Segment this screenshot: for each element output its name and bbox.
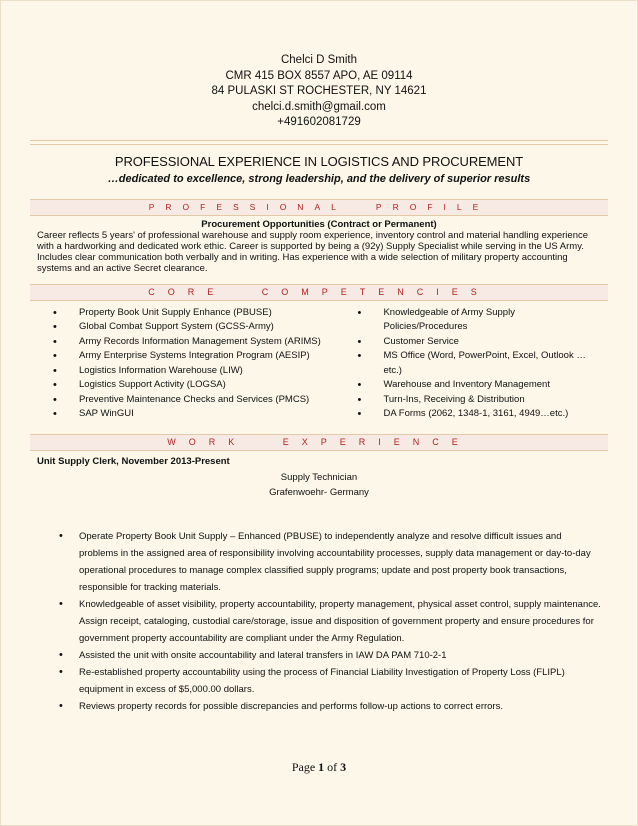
- list-item: • MS Office (Word, PowerPoint, Excel, Outlook …etc.): [341, 349, 601, 378]
- address-line-2: 84 PULASKI ST ROCHESTER, NY 14621: [211, 85, 427, 97]
- email-address[interactable]: chelci.d.smith@gmail.com: [252, 100, 386, 113]
- work-bullets: [37, 528, 601, 715]
- list-item: • DA Forms (2062, 1348-1, 3161, 4949…etc.): [341, 407, 601, 422]
- list-item: • Turn-Ins, Receiving & Distribution: [341, 393, 601, 408]
- competencies-columns: [37, 306, 601, 422]
- list-item: • Logistics Information Warehouse (LIW): [37, 364, 341, 379]
- job-role: Supply Technician: [280, 471, 358, 483]
- list-item: • Warehouse and Inventory Management: [341, 378, 601, 393]
- of-word: of: [327, 760, 338, 774]
- page-word: Page: [291, 760, 316, 774]
- contact-header: [1, 1, 637, 131]
- header-divider: [30, 140, 608, 145]
- list-item: • Knowledgeable of asset visibility, property accountability, property management, physical asset control, supply maintenance. Assign receipt, cataloging, custodial care/storage, issue and disposition of government property and ensure procedures for government property accountability are compliant under the Army Regulation.: [37, 596, 601, 647]
- competencies-left-list: [37, 306, 341, 422]
- profile-section-heading: PROFESSIONAL PROFILE: [30, 199, 608, 216]
- list-item: • Knowledgeable of Army Supply Policies/Procedures: [341, 306, 601, 335]
- job-title: Unit Supply Clerk, November 2013-Present: [37, 455, 230, 467]
- work-section-heading: WORK EXPERIENCE: [30, 434, 608, 451]
- competencies-right-list: [341, 306, 601, 422]
- job-location: Grafenwoehr- Germany: [269, 486, 369, 498]
- tagline: …dedicated to excellence, strong leadership, and the delivery of superior results: [107, 172, 531, 185]
- page-footer: [1, 760, 637, 775]
- list-item: • Preventive Maintenance Checks and Services (PMCS): [37, 393, 341, 408]
- list-item: • Assisted the unit with onsite accountability and lateral transfers in IAW DA PAM 710-2-1: [37, 647, 601, 664]
- total-pages: 3: [340, 760, 347, 774]
- phone-number: +491602081729: [277, 116, 361, 128]
- list-item: • SAP WinGUI: [37, 407, 341, 422]
- list-item: • Logistics Support Activity (LOGSA): [37, 378, 341, 393]
- list-item: • Army Enterprise Systems Integration Program (AESIP): [37, 349, 341, 364]
- list-item: • Operate Property Book Unit Supply – Enhanced (PBUSE) to independently analyze and resolve difficult issues and problems in the assigned area of responsibility involving accountability processes, supply data management or day-to-day operational procedures to manage complex classified supply programs; update and post property book transactions, responsible for tracking materials.: [37, 528, 601, 596]
- page-number: 1: [318, 760, 325, 774]
- list-item: • Army Records Information Management System (ARIMS): [37, 335, 341, 350]
- list-item: • Customer Service: [341, 335, 601, 350]
- profile-summary: Career reflects 5 years' of professional warehouse and supply room experience, inventory control and material handling experience with a hardworking and dedicated work ethic. Career is supported by being a (92y) Supply Specialist while serving in the US Army. Includes clear communication both verbally and in writing. Has experience with a wide selection of military property accounting systems and an active Secret clearance.: [37, 229, 589, 274]
- candidate-name: Chelci D Smith: [280, 54, 358, 66]
- address-line-1: CMR 415 BOX 8557 APO, AE 09114: [225, 69, 413, 82]
- profile-subheading: Procurement Opportunities (Contract or Permanent): [201, 218, 437, 230]
- competencies-section-heading: CORE COMPETENCIES: [30, 284, 608, 301]
- list-item: • Global Combat Support System (GCSS-Army): [37, 320, 341, 335]
- list-item: • Reviews property records for possible discrepancies and performs follow-up actions to correct errors.: [37, 698, 601, 715]
- list-item: • Property Book Unit Supply Enhance (PBUSE): [37, 306, 341, 321]
- headline: PROFESSIONAL EXPERIENCE IN LOGISTICS AND PROCUREMENT: [114, 153, 524, 169]
- list-item: • Re-established property accountability using the process of Financial Liability Investigation of Property Loss (FLIPL) equipment in excess of $5,000.00 dollars.: [37, 664, 601, 698]
